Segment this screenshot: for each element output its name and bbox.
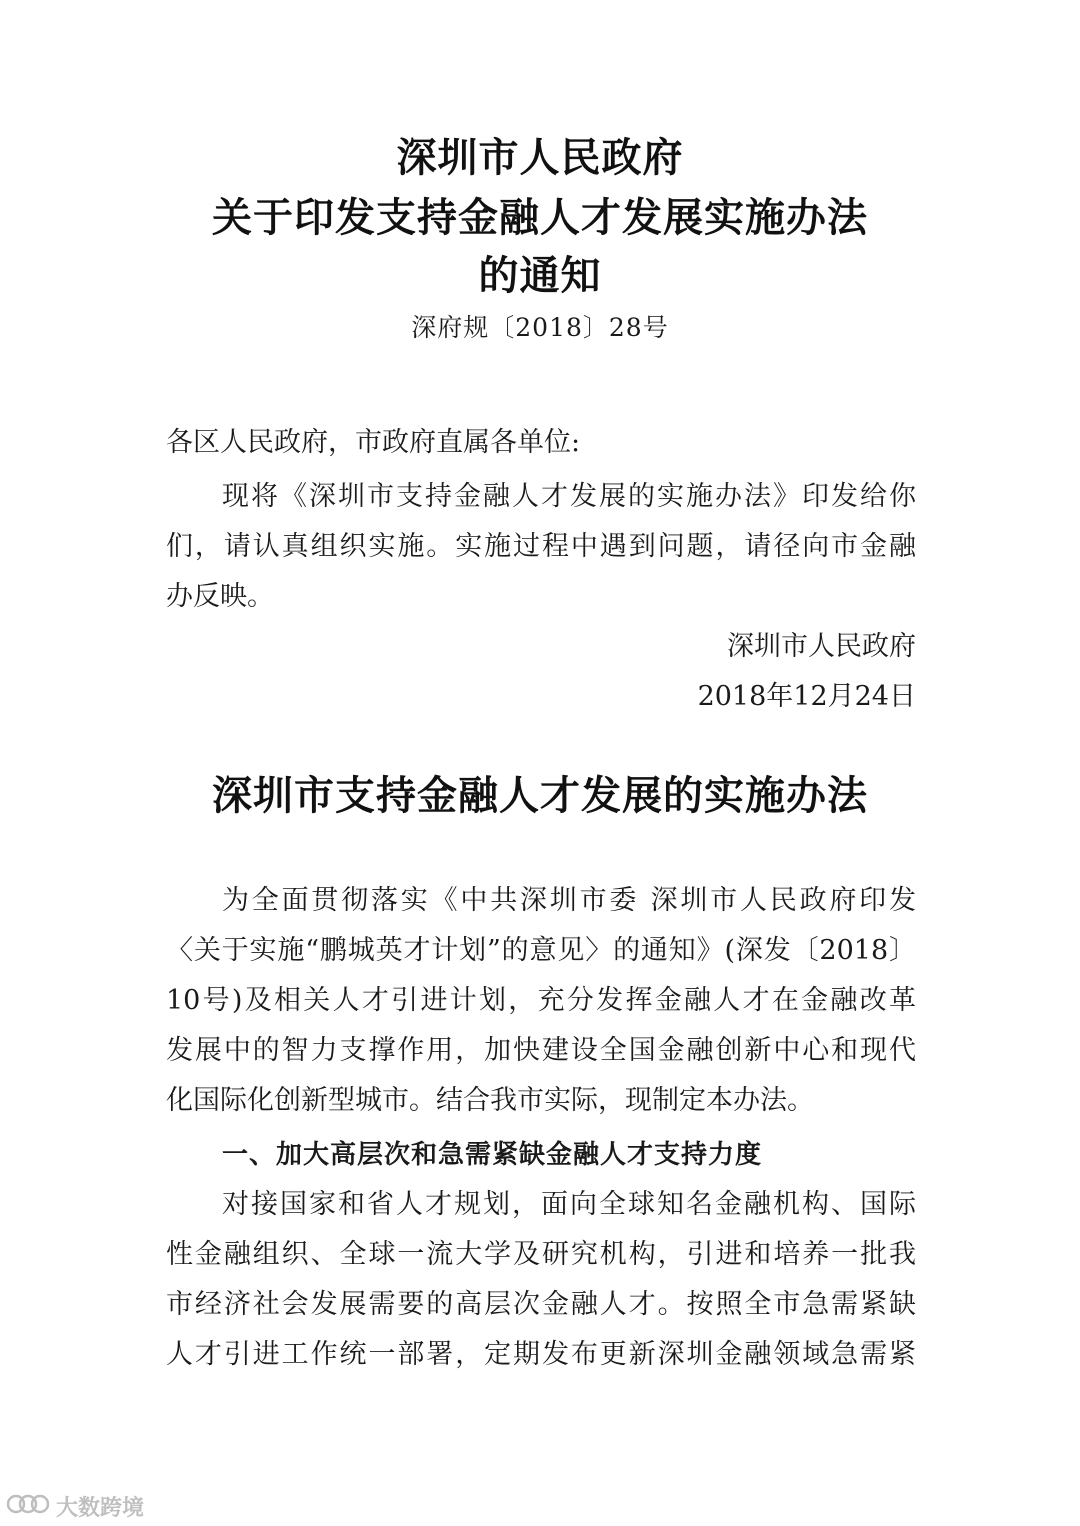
watermark-text: 大数跨境 (56, 1495, 145, 1521)
signature: 深圳市人民政府 (727, 631, 916, 662)
intro-line: 为全面贯彻落实《中共深圳市委 深圳市人民政府印发 (222, 885, 916, 916)
notice-body-line: 现将《深圳市支持金融人才发展的实施办法》印发给你 (222, 481, 916, 512)
document-number: 深府规〔2018〕28号 (411, 313, 669, 342)
notice-title-line-1: 深圳市人民政府 (396, 135, 684, 181)
section-line: 性金融组织、全球一流大学及研究机构，引进和培养一批我 (166, 1239, 916, 1270)
intro-line: 〈关于实施“鹏城英才计划”的意见〉的通知》(深发〔2018〕 (166, 935, 916, 966)
notice-title-line-2: 关于印发支持金融人才发展实施办法 (212, 195, 868, 241)
measures-title: 深圳市支持金融人才发展的实施办法 (212, 773, 868, 819)
section-line: 人才引进工作统一部署，定期发布更新深圳金融领域急需紧 (166, 1339, 916, 1370)
notice-title-line-3: 的通知 (478, 253, 602, 299)
section-heading: 一、加大高层次和急需紧缺金融人才支持力度 (222, 1140, 763, 1170)
intro-line: 化国际化创新型城市。结合我市实际，现制定本办法。 (166, 1085, 814, 1116)
date: 2018年12月24日 (697, 681, 916, 712)
intro-line: 10号)及相关人才引进计划，充分发挥金融人才在金融改革 (166, 985, 916, 1016)
logo-icon (6, 1492, 50, 1520)
intro-line: 发展中的智力支撑作用，加快建设全国金融创新中心和现代 (166, 1035, 916, 1066)
salutation: 各区人民政府，市政府直属各单位: (166, 427, 581, 458)
notice-body-line: 办反映。 (166, 581, 274, 612)
section-line: 市经济社会发展需要的高层次金融人才。按照全市急需紧缺 (166, 1289, 916, 1320)
section-line: 对接国家和省人才规划，面向全球知名金融机构、国际 (222, 1189, 916, 1220)
watermark (6, 1492, 144, 1520)
notice-body-line: 们，请认真组织实施。实施过程中遇到问题，请径向市金融 (166, 531, 916, 562)
